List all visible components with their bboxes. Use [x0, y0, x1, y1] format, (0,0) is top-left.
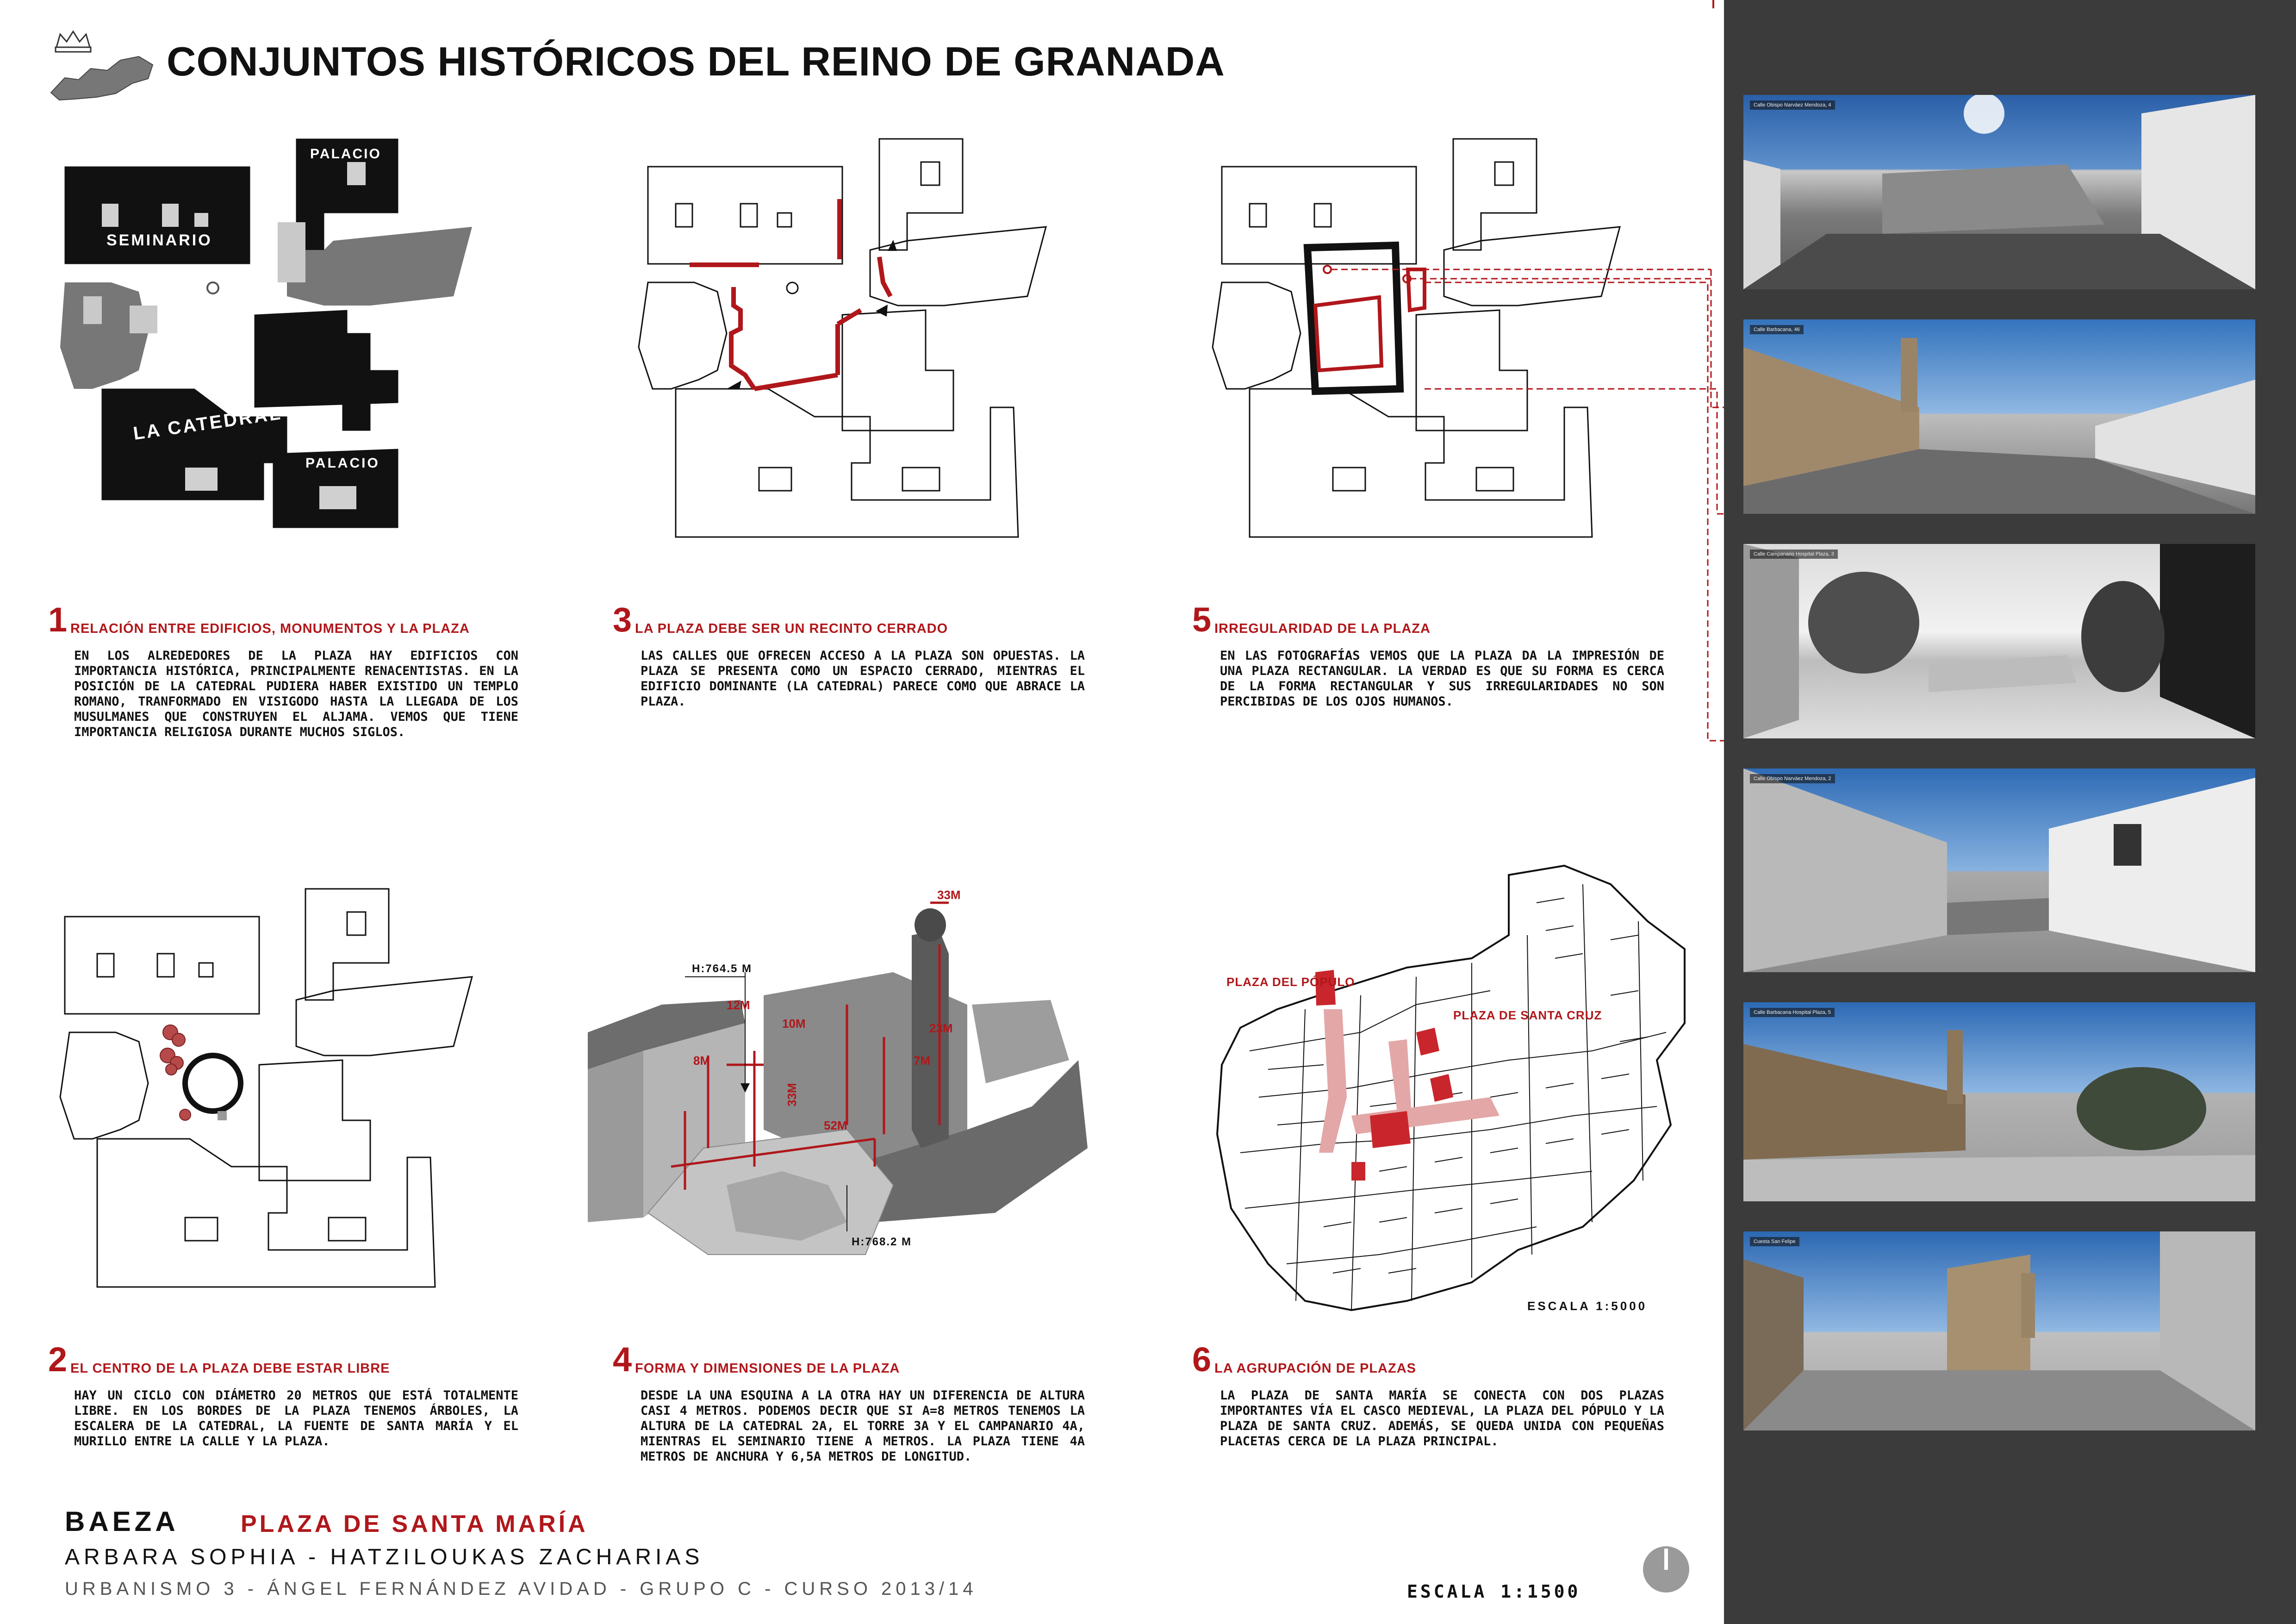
photo-3-label: Calle Campanario Hospital Plaza, 3 [1750, 550, 1838, 559]
scale-1-5000: ESCALA 1:5000 [1527, 1299, 1648, 1313]
dim-h-768-2: H:768.2 M [852, 1236, 912, 1248]
photo-2 [1743, 319, 2255, 514]
label-plaza-del-populo: PLAZA DEL PÓPULO [1226, 975, 1355, 989]
footer-authors: ARBARA SOPHIA - HATZILOUKAS ZACHARIAS [65, 1545, 704, 1569]
label-seminario: SEMINARIO [106, 231, 212, 249]
label-palacio-south: PALACIO [305, 456, 380, 471]
section-1-heading: RELACIÓN ENTRE EDIFICIOS, MONUMENTOS Y LA PLAZA [70, 621, 470, 636]
figure-6-plaza-grouping [1213, 856, 1703, 1329]
dim-8m: 8M [693, 1054, 710, 1068]
footer-city: BAEZA [65, 1506, 179, 1537]
section-6-body: LA PLAZA DE SANTA MARÍA SE CONECTA CON DOS PLAZAS IMPORTANTES VÍA EL CASCO MEDIEVAL, LA PLAZA DEL PÓPULO Y LA PLAZA DE SANTA CRUZ. ADEMÁS, SE QUEDA UNIDA CON PEQUEÑAS PLACETAS CERCA DE LA PLAZA PRINCIPAL. [1220, 1388, 1664, 1449]
label-la-catedral: LA CATEDRAL [132, 403, 284, 444]
photo-5 [1743, 1002, 2255, 1201]
section-3-number: 3 [613, 600, 632, 639]
header-logo [46, 28, 157, 106]
footer-scale: ESCALA 1:1500 [1407, 1581, 1581, 1602]
section-5-heading: IRREGULARIDAD DE LA PLAZA [1214, 621, 1431, 636]
section-1-body: EN LOS ALREDEDORES DE LA PLAZA HAY EDIFICIOS CON IMPORTANCIA HISTÓRICA, PRINCIPALMENTE RENACENTISTAS. EN LA POSICIÓN DE LA CATEDRAL PUDIERA HABER EXISTIDO UN TEMPLO ROMANO, TRANFORMADO EN VISIGODO HASTA LA LLEGADA DE LOS MUSULMANES QUE CONSTRUYEN EL ALJAMA. VEMOS QUE TIENE IMPORTANCIA RELIGIOSA DURANTE MUCHOS SIGLOS. [74, 649, 518, 739]
photo-6-label: Cuesta San Felipe [1750, 1237, 1799, 1246]
photo-4-label: Calle Obispo Narváez Mendoza, 2 [1750, 774, 1835, 783]
dim-33m-tower: 33M [937, 889, 961, 902]
section-4-number: 4 [613, 1340, 632, 1379]
section-1-number: 1 [48, 600, 68, 639]
figure-2-free-centre-plan [46, 880, 491, 1315]
crown-icon [56, 31, 91, 52]
dim-7m: 7M [914, 1054, 931, 1068]
section-2-body: HAY UN CICLO CON DIÁMETRO 20 METROS QUE ESTÁ TOTALMENTE LIBRE. EN LOS BORDES DE LA PLAZA TENEMOS ÁRBOLES, LA ESCALERA DE LA CATEDRAL, LA FUENTE DE SANTA MARÍA Y EL MURILLO ENTRE LA CALLE Y LA PLAZA. [74, 1388, 518, 1449]
label-palacio-north: PALACIO [310, 146, 381, 162]
section-4-body: DESDE LA UNA ESQUINA A LA OTRA HAY UN DIFERENCIA DE ALTURA CASI 4 METROS. PODEMOS DECIR QUE SI A=8 METROS TENEMOS LA ALTURA DE LA CATEDRAL 2A, EL TORRE 3A Y EL CAMPANARIO 4A, MIENTRAS EL SEMINARIO TIENE A METROS. LA PLAZA TIENE 4A METROS DE ANCHURA Y 6,5A METROS DE LONGITUD. [641, 1388, 1085, 1464]
section-2-number: 2 [48, 1340, 68, 1379]
dim-33m-plaza: 33M [785, 1083, 799, 1106]
photo-5-label: Calle Barbacana Hospital Plaza, 5 [1750, 1008, 1835, 1017]
photo-2-label: Calle Barbacana, 46 [1750, 325, 1804, 334]
region-map-icon [51, 56, 153, 100]
figure-3-enclosure-plan [620, 130, 1064, 565]
photo-3 [1743, 544, 2255, 738]
dim-h-764-5: H:764.5 M [692, 962, 753, 975]
photo-1 [1743, 95, 2255, 289]
figure-4-dimensions-3d [588, 889, 1111, 1259]
label-plaza-de-santa-cruz: PLAZA DE SANTA CRUZ [1453, 1008, 1602, 1022]
photo-6 [1743, 1231, 2255, 1430]
photo-1-label: Calle Obispo Narváez Mendoza, 4 [1750, 100, 1835, 110]
dim-52m: 52M [824, 1118, 847, 1132]
footer-plaza-name: PLAZA DE SANTA MARÍA [241, 1511, 588, 1537]
section-3-heading: LA PLAZA DEBE SER UN RECINTO CERRADO [635, 621, 948, 636]
section-6-number: 6 [1192, 1340, 1212, 1379]
dim-23m: 23M [929, 1021, 953, 1035]
dim-12m: 12M [727, 998, 750, 1012]
section-3-body: LAS CALLES QUE OFRECEN ACCESO A LA PLAZA SON OPUESTAS. LA PLAZA SE PRESENTA COMO UN ESPACIO CERRADO, MIENTRAS EL EDIFICIO DOMINANTE (LA CATEDRAL) PARECE COMO QUE ABRACE LA PLAZA. [641, 649, 1085, 709]
figure-5-irregularity-plan [1194, 130, 1749, 565]
page-title: CONJUNTOS HISTÓRICOS DEL REINO DE GRANADA [167, 38, 1225, 84]
section-6-heading: LA AGRUPACIÓN DE PLAZAS [1214, 1361, 1416, 1376]
footer-course: URBANISMO 3 - ÁNGEL FERNÁNDEZ AVIDAD - GRUPO C - CURSO 2013/14 [65, 1579, 977, 1599]
section-4-heading: FORMA Y DIMENSIONES DE LA PLAZA [635, 1361, 900, 1376]
north-arrow-icon [1641, 1544, 1692, 1597]
section-5-body: EN LAS FOTOGRAFÍAS VEMOS QUE LA PLAZA DA LA IMPRESIÓN DE UNA PLAZA RECTANGULAR. LA VERDAD ES QUE SU FORMA ES CERCA DE LA FORMA RECTANGULAR Y SUS IRREGULARIDADES NO SON PERCIBIDAS DE LOS OJOS HUMANOS. [1220, 649, 1664, 709]
dim-10m: 10M [782, 1017, 806, 1031]
section-5-number: 5 [1192, 600, 1212, 639]
photo-4 [1743, 768, 2255, 972]
section-2-heading: EL CENTRO DE LA PLAZA DEBE ESTAR LIBRE [70, 1361, 390, 1376]
top-tick [1712, 0, 1714, 8]
figure-1-building-plan [46, 130, 491, 565]
